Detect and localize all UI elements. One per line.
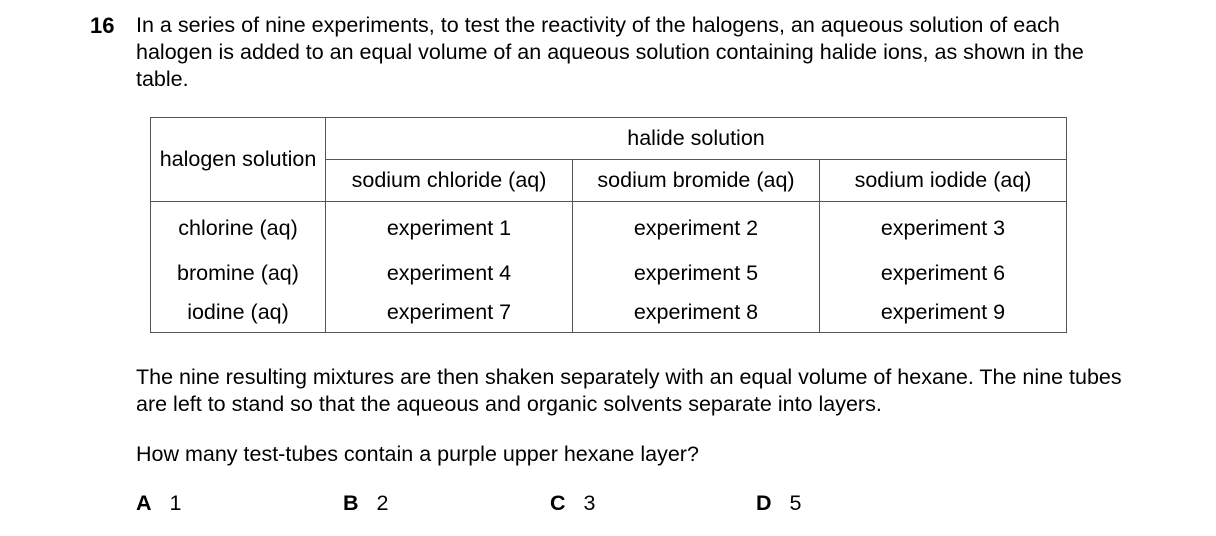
table-cell: experiment 1 <box>326 202 573 255</box>
halogen-solution-header: halogen solution <box>151 118 326 202</box>
option-d[interactable] <box>756 490 802 517</box>
table-row <box>151 202 1067 255</box>
table-cell: experiment 9 <box>820 292 1067 333</box>
row-label-chlorine: chlorine (aq) <box>151 202 326 255</box>
option-value: 1 <box>169 491 182 515</box>
table-cell: experiment 4 <box>326 254 573 292</box>
table-cell: experiment 2 <box>573 202 820 255</box>
table-cell: experiment 5 <box>573 254 820 292</box>
column-header-sodium-bromide: sodium bromide (aq) <box>573 160 820 202</box>
question-number: 16 <box>90 13 115 38</box>
option-letter: A <box>136 491 152 515</box>
row-label-iodine: iodine (aq) <box>151 292 326 333</box>
option-value: 3 <box>583 491 596 515</box>
option-b[interactable] <box>343 490 389 517</box>
column-header-sodium-chloride: sodium chloride (aq) <box>326 160 573 202</box>
option-value: 5 <box>789 491 802 515</box>
table-row <box>151 254 1067 292</box>
column-header-sodium-iodide: sodium iodide (aq) <box>820 160 1067 202</box>
option-letter: B <box>343 491 359 515</box>
table-row <box>151 292 1067 333</box>
option-value: 2 <box>376 491 389 515</box>
experiment-table <box>150 117 1067 333</box>
table-cell: experiment 8 <box>573 292 820 333</box>
follow-up-paragraph: The nine resulting mixtures are then shaken separately with an equal volume of hexane. The nine tubes are left to stand so that the aqueous and organic solvents separate into layers. <box>136 365 1122 416</box>
question-prompt: How many test-tubes contain a purple upper hexane layer? <box>136 442 699 466</box>
table-cell: experiment 6 <box>820 254 1067 292</box>
table-cell: experiment 7 <box>326 292 573 333</box>
option-letter: C <box>550 491 566 515</box>
question-stem: In a series of nine experiments, to test the reactivity of the halogens, an aqueous solution of each halogen is added to an equal volume of an aqueous solution containing halide ions, as shown in the table. <box>136 13 1084 91</box>
option-letter: D <box>756 491 772 515</box>
option-c[interactable] <box>550 490 596 517</box>
halide-solution-header: halide solution <box>326 118 1067 160</box>
option-a[interactable] <box>136 490 182 517</box>
row-label-bromine: bromine (aq) <box>151 254 326 292</box>
table-cell: experiment 3 <box>820 202 1067 255</box>
